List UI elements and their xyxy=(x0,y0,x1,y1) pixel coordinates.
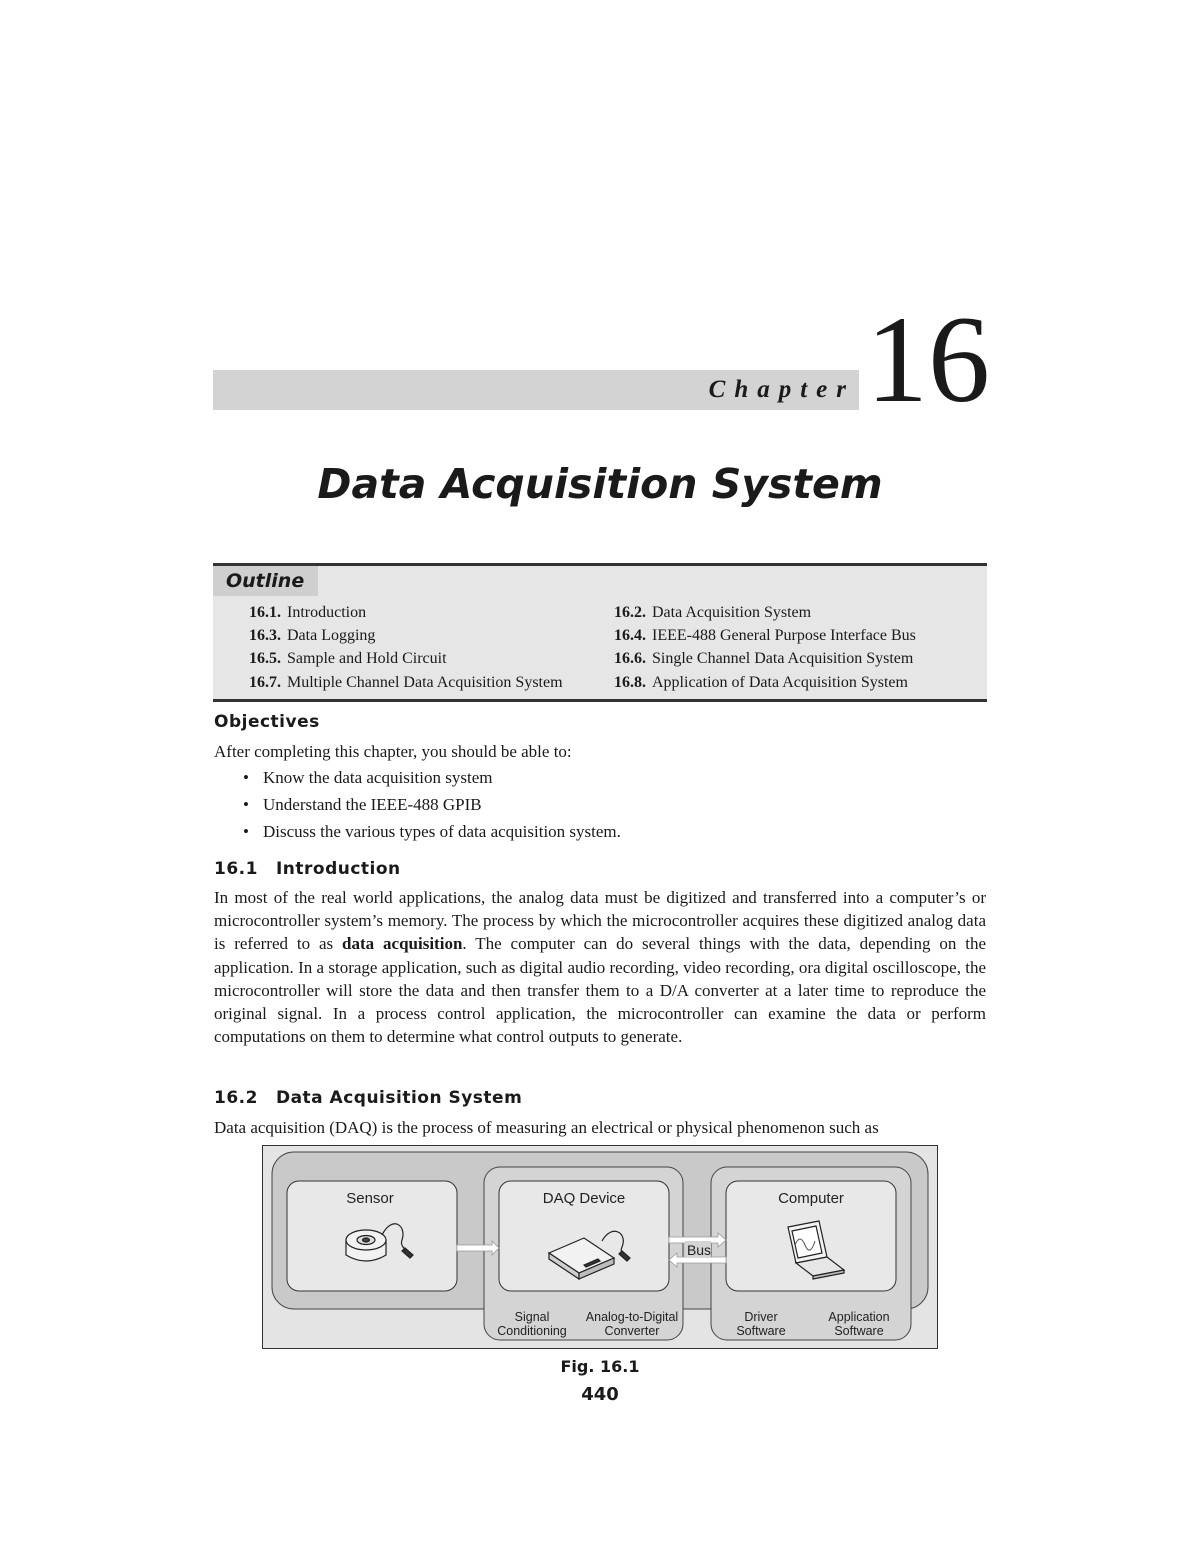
bullet-icon: • xyxy=(243,795,249,814)
section-title: Introduction xyxy=(275,859,401,879)
outline-item-text: Introduction xyxy=(287,604,367,621)
outline-item xyxy=(614,602,811,624)
paragraph-text: In most of the real world applications, the analog data must be digitized and transferred into a computer’s or microcontroller system’s memory. The process by which the microcontroller acquires these digitized analog data is referred to as xyxy=(214,888,986,954)
outline-item-number: 16.7. xyxy=(249,674,281,691)
outline-item-number: 16.8. xyxy=(614,674,646,691)
outline-item-text: Single Channel Data Acquisition System xyxy=(652,650,914,667)
signal-conditioning-line2: Conditioning xyxy=(497,1324,567,1338)
objective-bullet xyxy=(243,818,621,845)
outline-item xyxy=(249,602,366,624)
outline-item-number: 16.2. xyxy=(614,604,646,621)
outline-item-text: Data Logging xyxy=(287,627,376,644)
chapter-title: Data Acquisition System xyxy=(317,460,883,508)
outline-item-text: Application of Data Acquisition System xyxy=(652,674,908,691)
application-software-line1: Application xyxy=(828,1310,890,1324)
section-heading xyxy=(214,1086,522,1110)
section-number: 16.1 xyxy=(214,859,258,879)
outline-item-number: 16.1. xyxy=(249,604,281,621)
driver-software-line1: Driver xyxy=(744,1310,778,1324)
signal-conditioning-line1: Signal xyxy=(514,1310,550,1324)
objective-text: Understand the IEEE-488 GPIB xyxy=(263,795,482,814)
outline-item xyxy=(249,672,563,694)
chapter-label: Chapter xyxy=(708,376,855,403)
driver-software-line2: Software xyxy=(736,1324,786,1338)
outline-item-text: Data Acquisition System xyxy=(652,604,812,621)
paragraph-text: . The computer can do several things with the data, depending on the application. In a storage application, such as digital audio recording, video recording, ora digital oscilloscope, the microcontroller will store the data and then transfer them to a D/A converter at a later time to reproduce the original signal. In a process control application, the microcontroller can examine the data or perform computations on them to determine what control outputs to generate. xyxy=(214,934,986,1047)
sensor-label: Sensor xyxy=(346,1190,394,1207)
outline-item-number: 16.3. xyxy=(249,627,281,644)
chapter-number: 16 xyxy=(866,291,990,428)
outline-item-number: 16.6. xyxy=(614,650,646,667)
outline-item xyxy=(614,648,913,670)
outline-item-number: 16.5. xyxy=(249,650,281,667)
outline-item xyxy=(249,648,447,670)
adc-line2: Converter xyxy=(604,1324,660,1338)
adc-line1: Analog-to-Digital xyxy=(585,1310,679,1324)
objective-text: Discuss the various types of data acquisition system. xyxy=(263,822,621,841)
daq-figure xyxy=(262,1145,938,1349)
outline-item-number: 16.4. xyxy=(614,627,646,644)
objectives-heading: Objectives xyxy=(214,712,320,732)
outline-heading: Outline xyxy=(226,570,305,592)
bullet-icon: • xyxy=(243,822,249,841)
figure-caption: Fig. 16.1 xyxy=(560,1357,640,1376)
objective-bullet xyxy=(243,791,482,818)
section-title: Data Acquisition System xyxy=(275,1088,523,1108)
outline-item xyxy=(614,625,916,647)
objectives-intro: After completing this chapter, you should be able to: xyxy=(214,742,572,761)
bus-label: Bus xyxy=(686,1242,712,1258)
computer-label: Computer xyxy=(778,1190,844,1207)
section-number: 16.2 xyxy=(214,1088,258,1108)
outline-item-text: IEEE-488 General Purpose Interface Bus xyxy=(652,627,916,644)
bullet-icon: • xyxy=(243,768,249,787)
outline-item xyxy=(249,625,375,647)
daq-label: DAQ Device xyxy=(542,1190,626,1207)
section-paragraph: Data acquisition (DAQ) is the process of measuring an electrical or physical phenomenon such as xyxy=(214,1118,879,1137)
outline-item-text: Sample and Hold Circuit xyxy=(287,650,447,667)
objective-bullet xyxy=(243,764,493,791)
page-number: 440 xyxy=(581,1384,619,1405)
objective-text: Know the data acquisition system xyxy=(263,768,493,787)
section-heading xyxy=(214,857,401,881)
outline-item xyxy=(614,672,908,694)
section-paragraph xyxy=(214,886,986,1048)
application-software-line2: Software xyxy=(834,1324,884,1338)
key-term: data acquisition xyxy=(342,934,463,954)
outline-item-text: Multiple Channel Data Acquisition System xyxy=(287,674,563,691)
